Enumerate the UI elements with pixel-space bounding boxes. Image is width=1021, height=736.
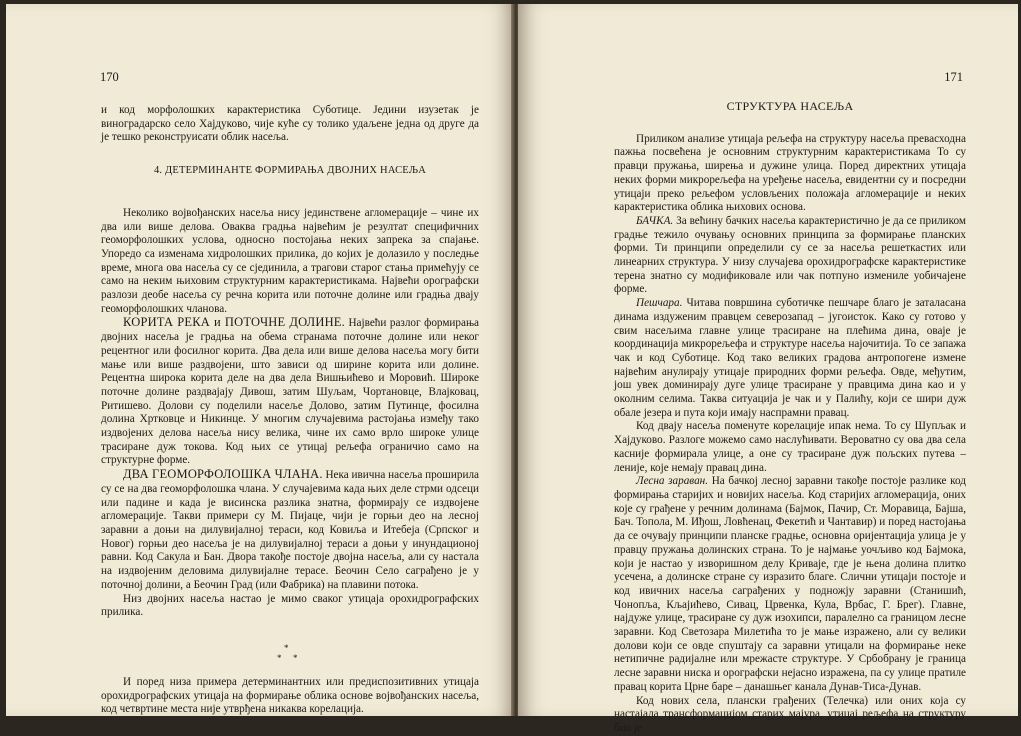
run-in-heading: ДВА ГЕОМОРФОЛОШКА ЧЛАНА. bbox=[123, 467, 323, 482]
paragraph-body: Читава површина суботичке пешчаре благо је заталасана динама издуженим правцем северозапад – југоисток. Како су готово у свим насељима главне улице трасиране на плећима дина, оваје је координација микрорељефа и структуре насеља најочитија. То се запажа чак и код Суботице. Код тако великих градова антропогене измене највећим анулирају утицаје природних форми рељефа. Овде, међутим, још увек доминирају дуге улице трасиране у правцима дина као и у околним селима. Таква ситуација је чак и у Палићу, који се шири дуж обале језера и пута који имају наспрамни правац. bbox=[614, 297, 966, 419]
chapter-title: СТРУКТУРА НАСЕЉА bbox=[726, 99, 854, 113]
run-in-heading: КОРИТА РЕКА и ПОТОЧНЕ ДОЛИНЕ. bbox=[123, 315, 345, 330]
paragraph bbox=[614, 215, 966, 297]
paragraph-body: За већину бачких насеља карактеристично је да се приликом градње тежило очувању основних принципа за формирање планских форми. Ти принципи определили су се за насеља решеткастих или линеарних структура. У низу случајева орохидрографске карактеристике терена знатно су модификовале или чак потпуно измениле уобичајене форме. bbox=[614, 214, 966, 296]
page-number: 171 bbox=[944, 70, 963, 84]
paragraph: Код нових села, плански грађених (Телечка) или оних која су настајала трансформацијом старих мајура, утицај рељефа на структуру био је bbox=[614, 694, 966, 734]
paragraph: Низ двојних насеља настао је мимо сваког утицаја орохидрографских прилика. bbox=[101, 592, 479, 619]
page-number: 170 bbox=[100, 70, 119, 84]
section-heading: 4. ДЕТЕРМИНАНТЕ ФОРМИРАЊА ДВОЈНИХ НАСЕЉА bbox=[153, 165, 427, 177]
paragraph bbox=[614, 297, 966, 420]
right-text-column bbox=[614, 100, 966, 736]
run-in-heading: Лесна зараван. bbox=[636, 475, 709, 488]
paragraph: Код двају насеља поменуте корелације ипак нема. То су Шупљак и Хајдуково. Разлоге можемо само наслућивати. Вероватно су ова два села касније формирала улице, а оне су трасиране дуж пољских путева – леније, које немају правац дина. bbox=[614, 420, 966, 474]
left-page bbox=[6, 4, 514, 716]
paragraph-body: На бачкој лесној заравни такође постоје разлике код формирања старијих и новијих насеља. Код старијих агломерација, оних које су грађене у речним долинама (Бајмок, Пачир, Ст. Моравица, Бајша, Бач. Топола, М. Иђош, Ловћенац, Фекетић и Чантавир) и поред настојања да се очувају принципи планске градње, основна оријентација улица је у правцу пружања долинских страна. То је најмање уочљиво код Бајмока, који је настао у изворишном делу Криваје, где је њена долина плитко усечена, а долинске стране су изразито благе. Слични утицаји постоје и код ивичних насеља саграђених у подножју заравни (Станишић, Чонопља, Кљајићево, Сивац, Црвенка, Кула, Врбас, Г. Брег). Главне, најдуже улице, трасиране су дуж изохипси, паралелно са границом лесне заравни. Код Светозара Милетића то је мање изражено, али су велики долови који се овде спуштају са заравни утицали на формирање неке нетипичне радијалне или мрежасте структуре. У Србобрану је граница лесне заравни ниска и орографски нејасно изражена, па су улице пратиле правац корита Црне баре – данашњег канала Дунав-Тиса-Дунав. bbox=[614, 475, 966, 693]
paragraph: Неколико војвођанских насеља нису јединствене агломерације – чине их два или више делова. Оваква градња највећим је резултат специфичних геоморфолошких услова, односно постојања неких запрека за спајање. Упоредо са изменама хидролошких прилика, до којих је долазило у последње време, многа ова насеља су се сјединила, а трагови старог стања примећују се само на неким њиховим структурним карактеристикама. Највећи орографски разлози деобе насеља су речна корита или поточне долине или градња двају геоморфолошких чланова. bbox=[101, 206, 479, 315]
asterisk: * bbox=[293, 652, 298, 663]
paragraph: и код морфолошких карактеристика Суботице. Једини изузетак је виноградарско село Хајдуково, чије куће су толико удаљене једна од друге да је тешко реконструисати облик насеља. bbox=[101, 104, 479, 144]
paragraph: И поред низа примера детерминантних или предиспозитивних утицаја орохидрографских утицаја на формирање облика основе војвођанских насеља, код четвртине места није утврђена никаква корелација. bbox=[101, 675, 479, 716]
book-spread bbox=[6, 4, 1018, 734]
run-in-heading: БАЧКА. bbox=[636, 214, 674, 227]
right-page bbox=[518, 4, 1018, 734]
section-separator bbox=[101, 628, 479, 676]
left-text-column bbox=[101, 104, 479, 717]
asterisk: * bbox=[277, 652, 282, 663]
paragraph bbox=[614, 475, 966, 694]
paragraph: Приликом анализе утицаја рељефа на структуру насеља превасходна пажња посвећена је основним структурним карактеристикама То су правци пружања, ширења и дужине улица. Поред директних утицаја неких форми микрорељефа на уређење насеља, евидентни су и посредни утицаји преко рељефом условљених положаја агломерације и неких карактеристика облика њихових основа. bbox=[614, 132, 966, 214]
paragraph bbox=[101, 316, 479, 468]
paragraph-body: Нека ивична насеља проширила су се на два геоморфолошка члана. У случајевима када њих деле стрми одсеци или падине и када је висинска разлика знатна, формирају се издвојене агломерације. Такви примери су М. Пијаце, чији је горњи део на лесној заравни а доњи на дилувијалној тераси, код Ковиља и Итебеја (Српског и Новог) горњи део насеља је на дилувијалној тераси а доњи у инундационој равни. Код Сакула и Бан. Двора такође постоје двојна насеља, али су настала на издвојеним деловима дилувијалне терасе. Беочин Село саграђено је у поточној долини, а Беочин Град (или Фабрика) на плавини потока. bbox=[101, 469, 479, 591]
paragraph bbox=[101, 468, 479, 592]
paragraph-body: Највећи разлог формирања двојних насеља је градња на обема странама поточне долине или неког рецентног или фосилног корита. Два дела или више делова насеља могу бити мање или више раздвојени, што зависи од ширине корита или долине. Рецентна широка корита деле на два дела Вишњићево и Моровић. Широке поточне долине раздвајају Дивош, затим Шуљам, Чортановце, Влајковац, Ритишево. Долови су поделили насеље Долово, затим Путинце, фосилна долина Хртковце и Никинце. У многим случајевима растојања између тако издвојених делова насеља нису велика, чине их само врло широке улице трасиране дуж токова. Код њих се утицај рељефа ограничио само на структурне форме. bbox=[101, 317, 480, 467]
run-in-heading: Пешчара. bbox=[636, 297, 683, 310]
asterisk: * bbox=[284, 642, 289, 653]
